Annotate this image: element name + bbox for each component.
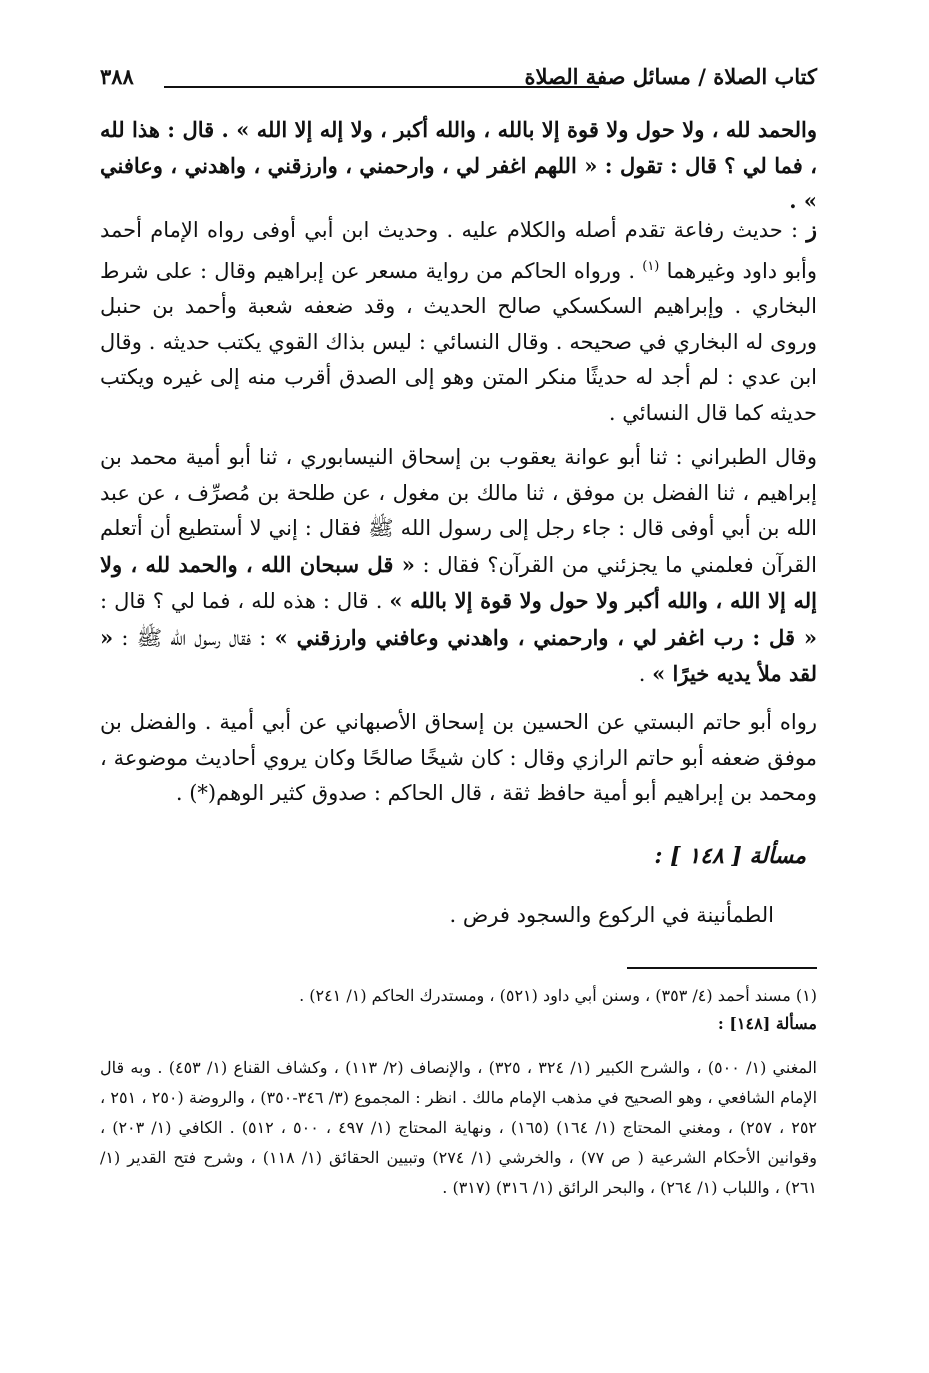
quote-prophet: « لقد ملأ يديه خيرًا » xyxy=(100,624,817,686)
header-rule xyxy=(164,86,599,88)
quote-tasbih: « قل سبحان الله ، والحمد لله ، ولا إله إلا الله ، والله أكبر ولا حول ولا قوة إلا بالله » xyxy=(100,551,817,613)
masala-heading: مسألة [ ١٤٨ ] : xyxy=(654,843,806,869)
paragraph-text: والحمد لله ، ولا حول ولا قوة إلا بالله ، والله أكبر ، ولا إله إلا الله » . قال : هذا لله ، فما لي ؟ قال : تقول : « اللهم اغفر لي ، وارحمني ، وارزقني ، واهدني ، وعافني » . xyxy=(100,117,817,213)
commentary-symbol: ز xyxy=(806,217,817,243)
paragraph-commentary xyxy=(100,213,817,431)
footnote-ref: (١) xyxy=(642,258,660,274)
commentary-text-a: : حديث رفاعة تقدم أصله والكلام عليه . وحديث ابن أبي أوفى رواه الإمام أحمد وأبو داود وغيرهما xyxy=(100,218,818,283)
page-number: ٣٨٨ xyxy=(100,64,134,89)
narration-text-c: : فقال رسول الله ﷺ : xyxy=(121,625,267,650)
paragraph-grading xyxy=(100,705,817,812)
footnote-rule xyxy=(627,967,817,969)
chapter-title: كتاب الصلاة / مسائل صفة الصلاة xyxy=(524,64,817,89)
footnote-1-text: (١) مسند أحمد (٤/ ٣٥٣) ، وسنن أبي داود (٥٢١) ، ومستدرك الحاكم (١/ ٢٤١) . xyxy=(299,986,817,1005)
references-text: المغني (١/ ٥٠٠) ، والشرح الكبير (١/ ٣٢٤ ، ٣٢٥) ، والإنصاف (٢/ ١١٣) ، وكشاف القناع (١/ ٤٥٣) . وبه قال الإمام الشافعي ، وهو الصحيح في مذهب الإمام مالك . انظر : المجموع (٣/ ٣٤٦-٣٥٠) ، والروضة (٢٥٠ ، ٢٥١ ، ٢٥٢ ، ٢٥٧) ، ومغني المحتاج (١/ ١٦٤) (١٦٥) ، ونهاية المحتاج (١/ ٤٩٧ ، ٥٠٠ ، ٥١٢) . الكافي (١/ ٢٠٣) ، وقوانين الأحكام الشرعية ( ص ٧٧) ، والخرشي (١/ ٢٧٤) وتبيين الحقائق (١/ ١١٨) ، وشرح فتح القدير (١/ ٢٦١) ، واللباب (١/ ٢٦٤) ، والبحر الرائق (١/ ٣١٦) (٣١٧) . xyxy=(100,1058,818,1197)
footnote-1 xyxy=(100,981,817,1011)
grading-text: رواه أبو حاتم البستي عن الحسين بن إسحاق الأصبهاني عن أبي أمية . والفضل بن موفق ضعفه أبو حاتم الرازي وقال : كان شيخًا صالحًا وكان يروي أحاديث موضوعة ، ومحمد بن إبراهيم أبو أمية حافظ ثقة ، قال الحاكم : صدوق كثير الوهم(*) . xyxy=(100,710,817,805)
footnote-section-label: مسألة [١٤٨] : xyxy=(717,1014,817,1033)
narration-text-a: وقال الطبراني : ثنا أبو عوانة يعقوب بن إسحاق النيسابوري ، ثنا أبو أمية محمد بن إبراهيم ، ثنا الفضل بن موفق ، ثنا مالك بن مغول ، عن طلحة بن مُصرِّف ، عن عبد الله بن أبي أوفى قال : جاء رجل إلى رسول الله ﷺ فقال : إني لا أستطيع أن أتعلم القرآن فعلمني ما يجزئني من القرآن؟ فقال : xyxy=(100,445,817,577)
narration-text-d: . xyxy=(638,662,646,686)
commentary-text-b: . ورواه الحاكم من رواية مسعر عن إبراهيم وقال : على شرط البخاري . وإبراهيم السكسكي صالح الحديث ، وقد ضعفه شعبة وأحمد بن حنبل وروى له البخاري في صحيحه . وقال النسائي : ليس بذاك القوي يكتب حديثه . وقال ابن عدي : لم أجد له حديثًا منكر المتن وهو إلى الصدق أقرب منه إلى غيره ويكتب حديثه كما قال النسائي . xyxy=(100,258,817,425)
running-header xyxy=(100,64,817,94)
footnote-references xyxy=(100,1053,817,1203)
quote-dua: « قل : رب اغفر لي ، وارحمني ، واهدني وعافني وارزقني » xyxy=(274,624,817,650)
paragraph-hadith-end xyxy=(100,112,817,219)
narration-text-b: . قال : هذه لله ، فما لي ؟ قال : xyxy=(100,589,383,613)
masala-statement: الطمأنينة في الركوع والسجود فرض . xyxy=(449,903,774,927)
paragraph-tabarani xyxy=(100,440,817,693)
